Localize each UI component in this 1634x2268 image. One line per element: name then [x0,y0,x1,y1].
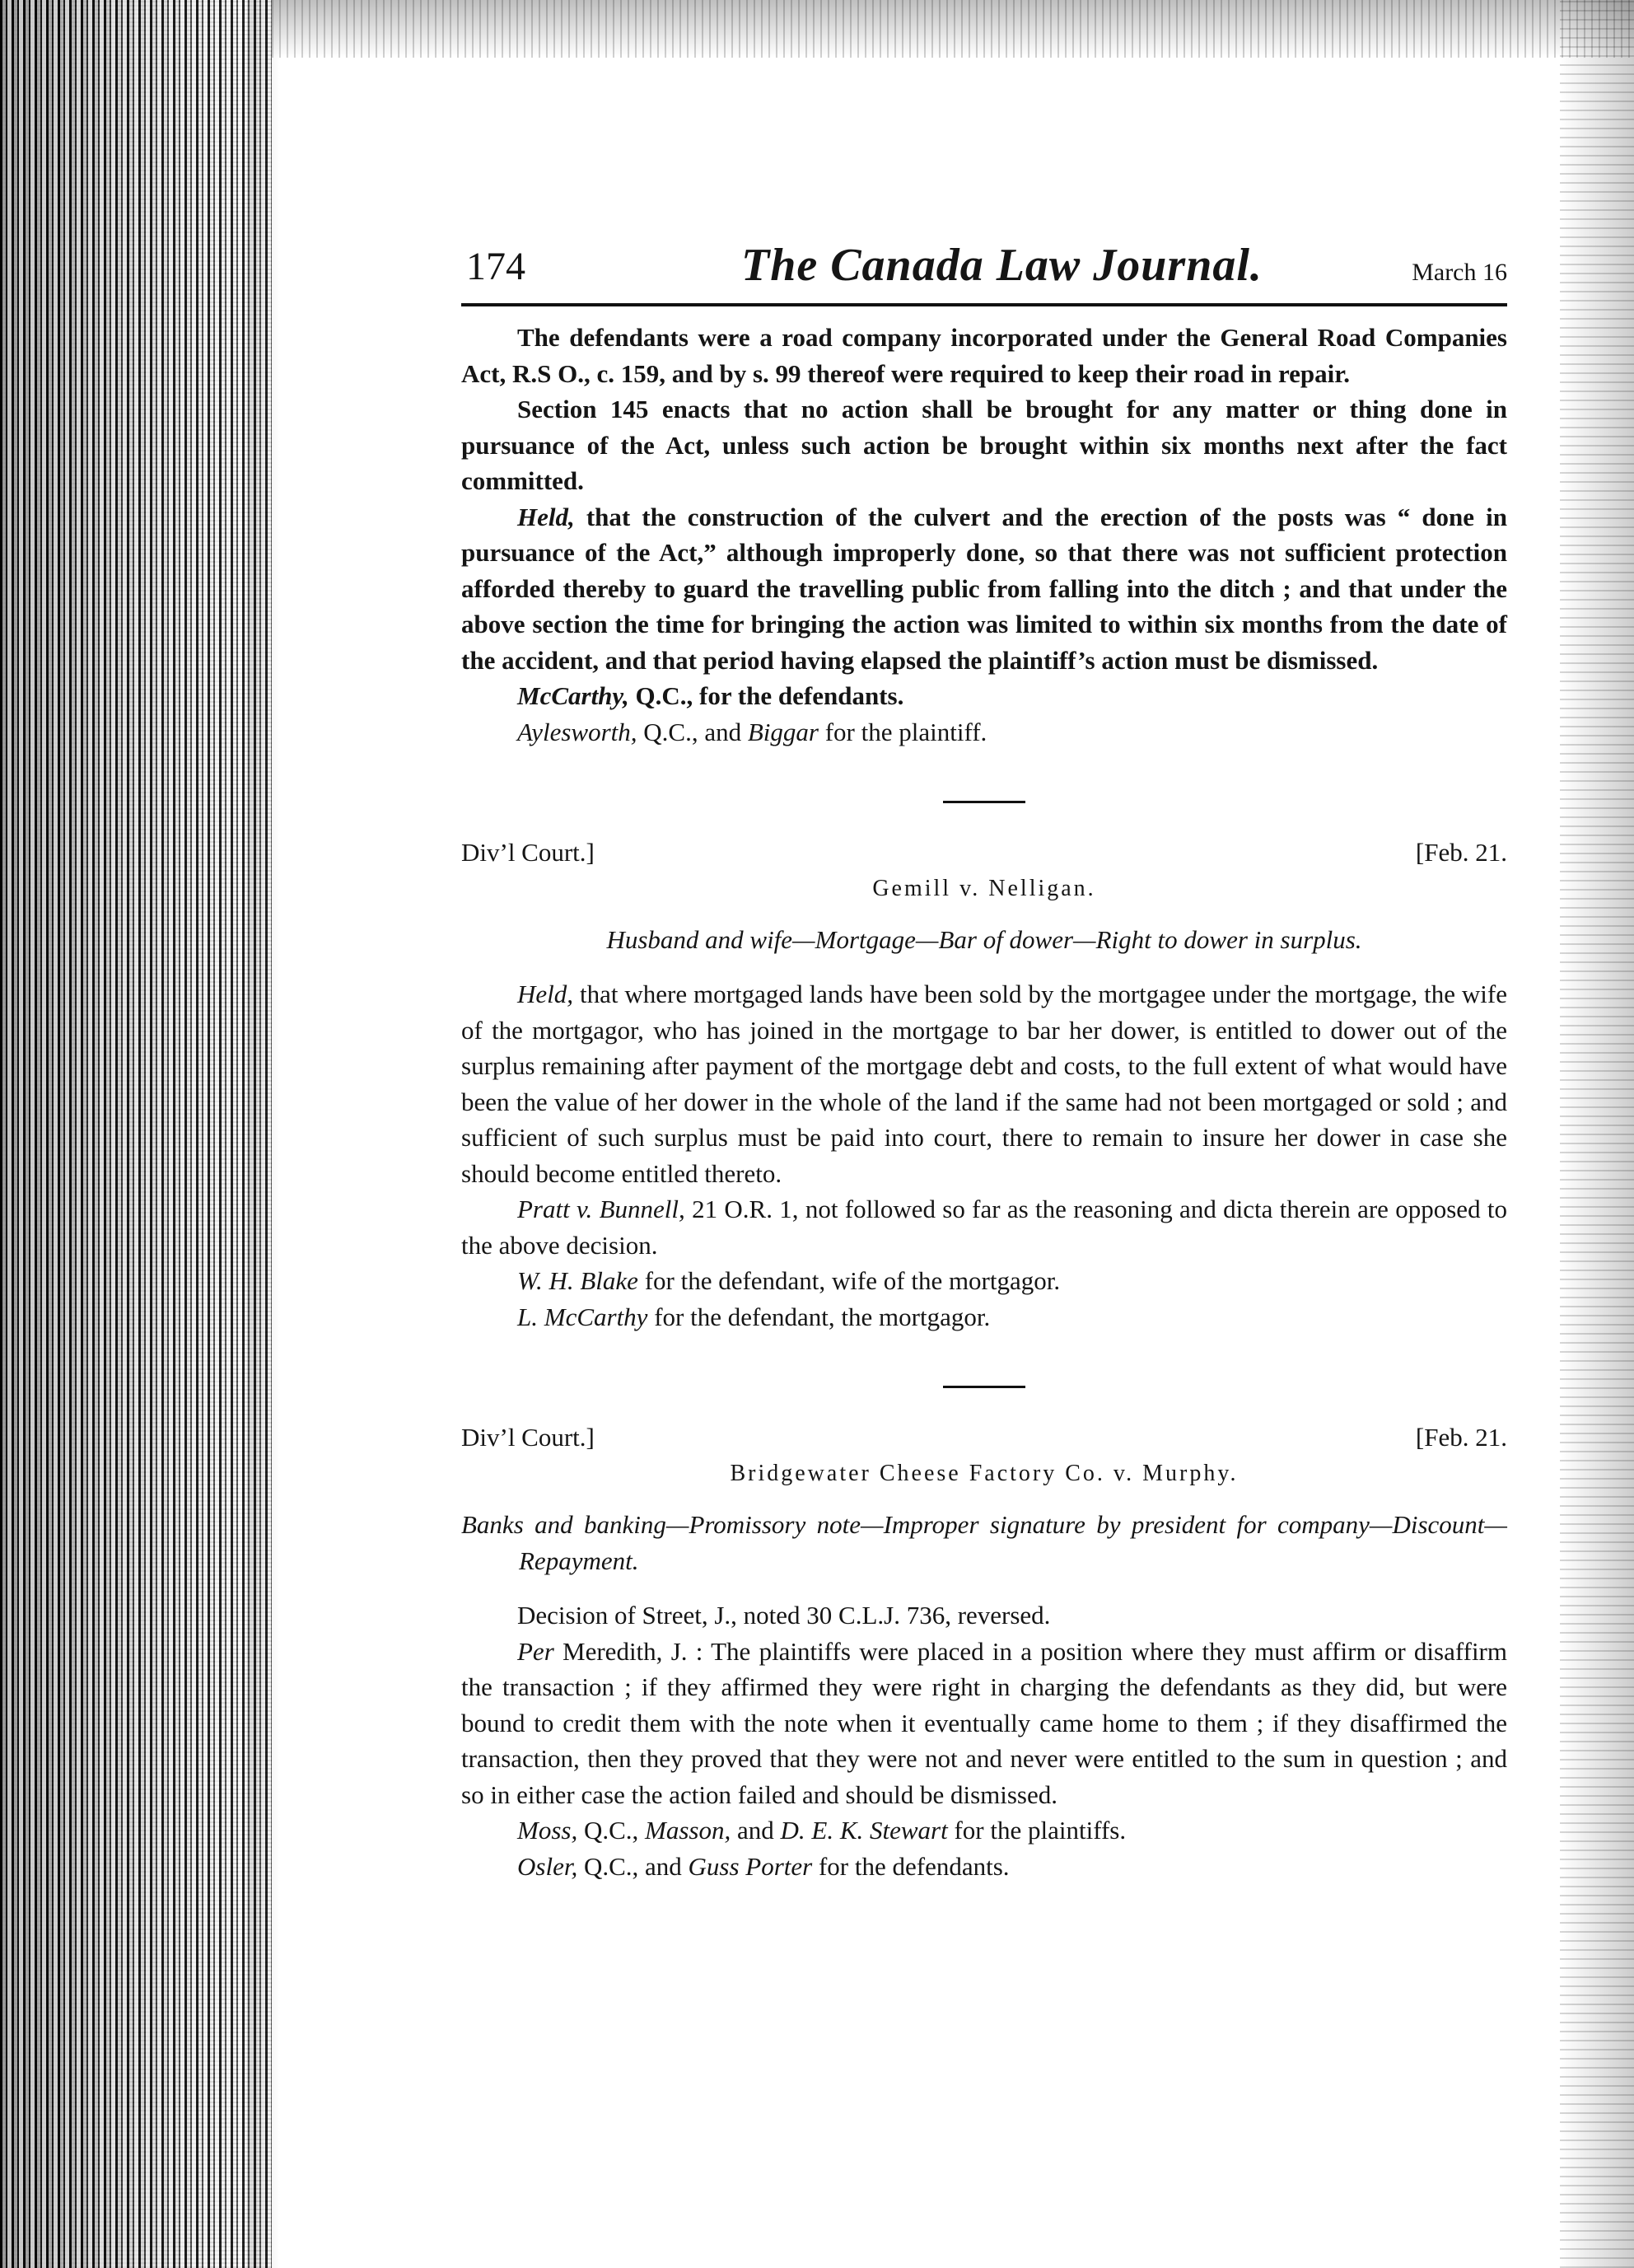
court-name: Div’l Court.] [461,1423,595,1452]
case2-counsel-1: W. H. Blake for the defendant, wife of the mortgagor. [517,1266,1061,1295]
case3-decision: Decision of Street, J., noted 30 C.L.J. 736, reversed. [517,1601,1051,1630]
case-headnote: Banks and banking—Promissory note—Improper signature by president for company—Discount—Repayment. [461,1510,1507,1575]
journal-title: The Canada Law Journal. [741,240,1263,291]
case-date: [Feb. 21. [1415,1423,1507,1452]
case2-section [461,838,1507,1335]
counsel-name: Moss, [517,1816,578,1845]
page-binding-shadow [0,0,272,2268]
counsel-name: D. E. K. Stewart [780,1816,948,1845]
case1-counsel-plaintiff: Aylesworth, Q.C., and Biggar for the plaintiff. [517,717,987,746]
held-text: that where mortgaged lands have been sold by the mortgagee under the mortgage, the wife of the mortgagor, who has joined in the mortgage to bar her dower, is entitled to dower out of the surplus remaining after payment of the mortgage debt and costs, to the full extent of what would have been the value of her dower in the whole of the land if the same had not been mortgaged or sold ; and sufficient of such surplus must be paid into court, there to remain to insure her dower in case she should become entitled thereto. [461,980,1507,1188]
case2-citation: Pratt v. Bunnell, 21 O.R. 1, not followed so far as the reasoning and dicta therein are opposed to the above decision. [461,1195,1508,1260]
section-divider [943,1386,1025,1388]
case-title: Bridgewater Cheese Factory Co. v. Murphy. [730,1461,1239,1486]
counsel-name: Osler, [517,1851,578,1881]
court-name: Div’l Court.] [461,838,595,867]
court-line [461,1423,1507,1456]
court-line [461,838,1507,871]
counsel-name: Masson, [645,1816,731,1845]
counsel-name: Guss Porter [688,1851,813,1881]
case2-held [461,976,1507,1191]
case-title: Gemill v. Nelligan. [872,876,1096,901]
counsel-name: Biggar [747,717,819,746]
held-label: Held, [517,502,575,531]
case1-counsel-defendants: McCarthy, Q.C., for the defendants. [517,681,904,710]
counsel-name: McCarthy, [517,681,629,710]
top-scan-noise [272,0,1634,58]
case-headnote: Husband and wife—Mortgage—Bar of dower—Right to dower in surplus. [606,925,1362,954]
journal-page [461,239,1507,1884]
case1-section [461,320,1507,750]
cited-case: Pratt v. Bunnell, [517,1195,685,1223]
held-text: that the construction of the culvert and the erection of the posts was “ done in pursuance of the Act,” although improperly done, so that there was not sufficient protection afforded thereby to guard the travelling public from falling into the ditch ; and that under the above section the time for bringing the action was limited to within six months from the date of the accident, and that period having elapsed the plaintiff’s action must be dismissed. [461,502,1507,675]
case3-counsel-plaintiffs: Moss, Q.C., Masson, and D. E. K. Stewart for the plaintiffs. [517,1816,1127,1845]
case1-held [461,499,1507,679]
per-label: Per [517,1636,554,1666]
case-date: [Feb. 21. [1415,838,1507,867]
case3-section [461,1423,1507,1884]
opinion-text: The plaintiffs were placed in a position where they must affirm or disaffirm the transaction ; if they affirmed they were right in charging the defendants as they did, but were bound to credit them with the note when it eventually came home to them ; if they disaffirmed the transaction, then they proved that they were not and never were entitled to the sum in question ; and so in either case the action failed and should be dismissed. [461,1636,1507,1809]
counsel-name: Aylesworth, [517,717,637,746]
binding-edge [247,0,280,2268]
case1-paragraph-1: The defendants were a road company incorporated under the General Road Companies Act, R.S O., c. 159, and by s. 99 thereof were required to keep their road in repair. [461,323,1507,388]
case3-counsel-defendants: Osler, Q.C., and Guss Porter for the defendants. [517,1851,1010,1881]
page-number: 174 [466,245,525,288]
held-label: Held, [517,980,574,1008]
counsel-name: W. H. Blake [517,1266,638,1295]
judge-name: Meredith, J. : [553,1636,703,1666]
case2-counsel-2: L. McCarthy for the defendant, the mortgagor. [517,1302,991,1331]
right-scan-noise [1560,0,1634,2268]
counsel-name: L. McCarthy [517,1302,648,1331]
case3-opinion [461,1634,1507,1813]
page-header [461,239,1507,306]
case1-paragraph-2: Section 145 enacts that no action shall be brought for any matter or thing done in pursuance of the Act, unless such action be brought within six months next after the fact committed. [461,395,1507,495]
issue-date: March 16 [1412,259,1507,286]
section-divider [943,801,1025,803]
